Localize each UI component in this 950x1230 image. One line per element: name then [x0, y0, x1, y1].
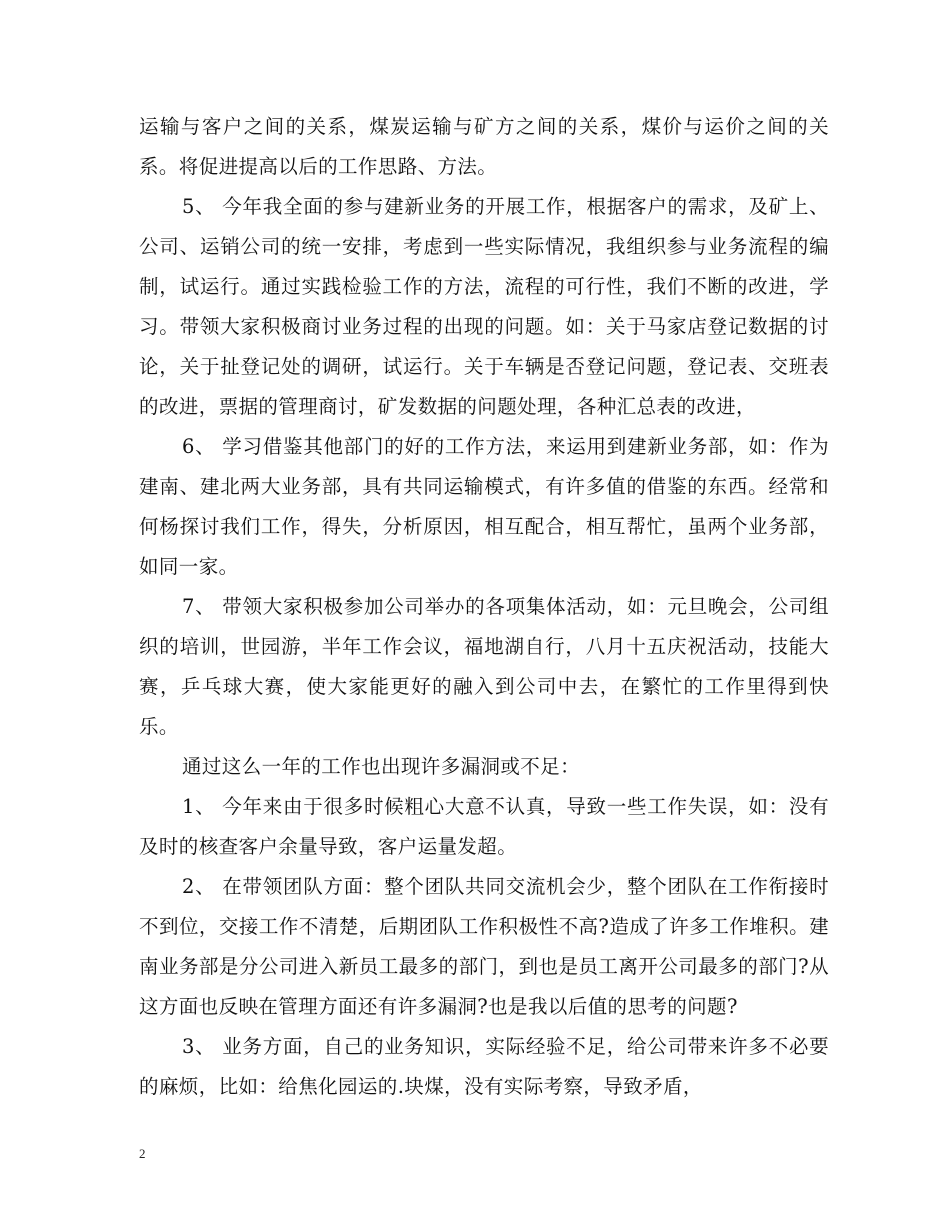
page-number: 2 — [139, 1146, 146, 1161]
paragraph-shortcoming-3: 3、 业务方面，自己的业务知识，实际经验不足，给公司带来许多不必要的麻烦，比如：给焦化园运的.块煤，没有实际考察，导致矛盾， — [139, 1035, 829, 1098]
paragraph-item-6: 6、 学习借鉴其他部门的好的工作方法，来运用到建新业务部，如：作为建南、建北两大业务部，具有共同运输模式，有许多值的借鉴的东西。经常和何杨探讨我们工作，得失，分析原因，相互配合，相互帮忙，虽两个业务部，如同一家。 — [139, 435, 829, 578]
paragraph-shortcoming-2: 2、 在带领团队方面：整个团队共同交流机会少，整个团队在工作衔接时不到位，交接工作不清楚，后期团队工作积极性不高?造成了许多工作堆积。建南业务部是分公司进入新员工最多的部门，到也是员工离开公司最多的部门?从这方面也反映在管理方面还有许多漏洞?也是我以后值的思考的问题? — [139, 875, 829, 1018]
paragraph-shortcomings-intro: 通过这么一年的工作也出现许多漏洞或不足： — [182, 755, 581, 778]
paragraph-item-5: 5、 今年我全面的参与建新业务的开展工作，根据客户的需求，及矿上、公司、运销公司的统一安排，考虑到一些实际情况，我组织参与业务流程的编制，试运行。通过实践检验工作的方法，流程的可行性，我们不断的改进，学习。带领大家积极商讨业务过程的出现的问题。如：关于马家店登记数据的讨论，关于扯登记处的调研，试运行。关于车辆是否登记问题，登记表、交班表的改进，票据的管理商讨，矿发数据的问题处理，各种汇总表的改进， — [139, 195, 829, 418]
paragraph-shortcoming-1: 1、 今年来由于很多时候粗心大意不认真，导致一些工作失误，如：没有及时的核查客户余量导致，客户运量发超。 — [139, 795, 829, 858]
paragraph-item-7: 7、 带领大家积极参加公司举办的各项集体活动，如：元旦晚会，公司组织的培训，世园游，半年工作会议，福地湖自行，八月十五庆祝活动，技能大赛，乒乓球大赛，使大家能更好的融入到公司中去，在繁忙的工作里得到快乐。 — [139, 595, 829, 738]
paragraph-continuation: 运输与客户之间的关系，煤炭运输与矿方之间的关系，煤价与运价之间的关系。将促进提高以后的工作思路、方法。 — [139, 115, 829, 178]
document-body — [139, 107, 829, 1107]
